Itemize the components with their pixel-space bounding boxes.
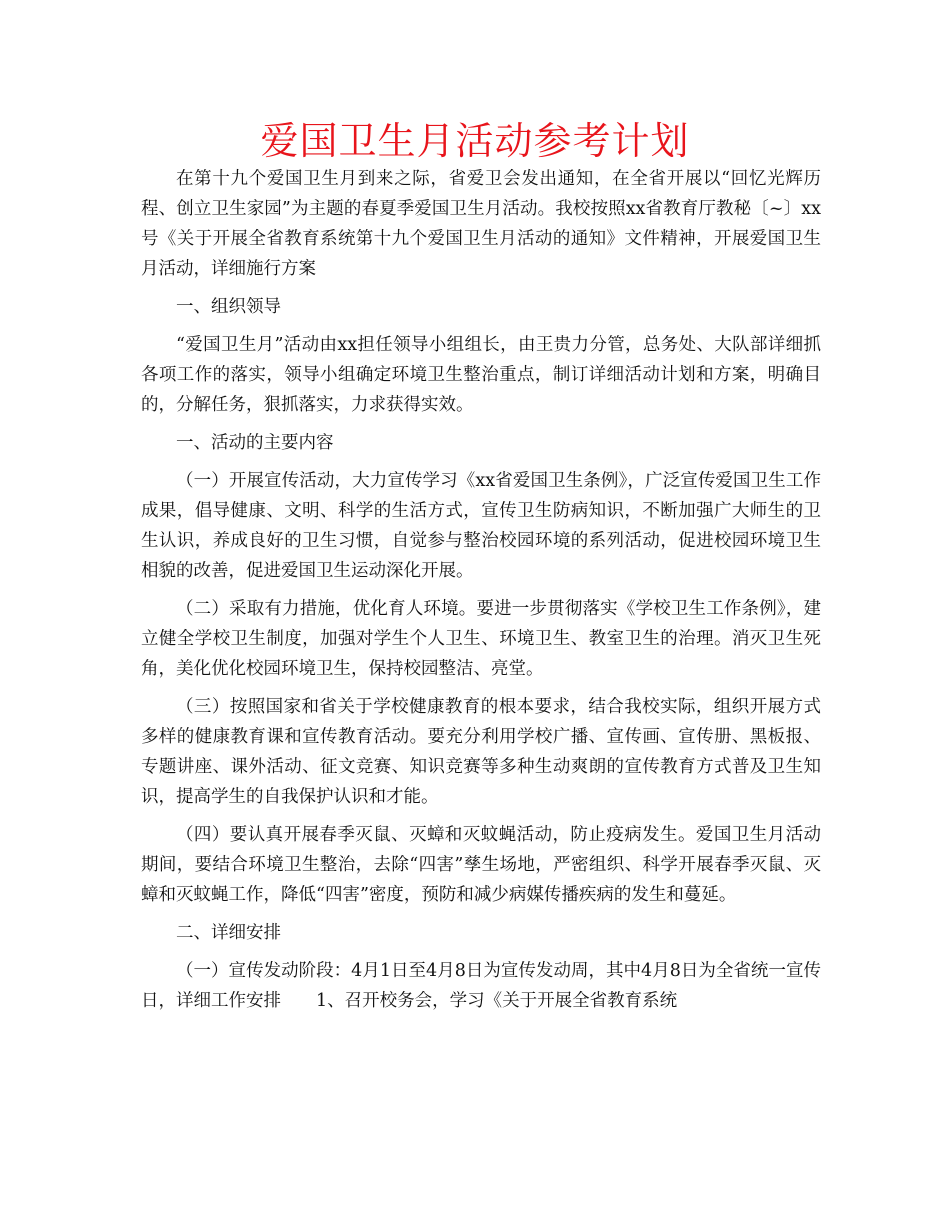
section-heading-main-content: 一、活动的主要内容 xyxy=(176,433,334,453)
paragraph-content-1: （一）开展宣传活动，大力宣传学习《xx省爱国卫生条例》，广泛宣传爱国卫生工作成果，倡导健康、文明、科学的生活方式，宣传卫生防病知识，不断加强广大师生的卫生认识，养成良好的卫生习惯，自觉参与整治校园环境的系列活动，促进校园环境卫生相貌的改善，促进爱国卫生运动深化开展。 xyxy=(141,471,821,581)
paragraph-intro: 在第十九个爱国卫生月到来之际，省爱卫会发出通知，在全省开展以“回忆光辉历程、创立卫生家园”为主题的春夏季爱国卫生月活动。我校按照xx省教育厅教秘〔~〕xx号《关于开展全省教育系统第十九个爱国卫生月活动的通知》文件精神，开展爱国卫生月活动，详细施行方案 xyxy=(141,169,821,279)
document-title: 爱国卫生月活动参考计划 xyxy=(260,119,690,163)
paragraph-content-2: （二）采取有力措施，优化育人环境。要进一步贯彻落实《学校卫生工作条例》，建立健全学校卫生制度，加强对学生个人卫生、环境卫生、教室卫生的治理。消灭卫生死角，美化优化校园环境卫生，保持校园整洁、亮堂。 xyxy=(141,599,821,679)
paragraph-organization: “爱国卫生月”活动由xx担任领导小组组长，由王贵力分管，总务处、大队部详细抓各项工作的落实，领导小组确定环境卫生整治重点，制订详细活动计划和方案，明确目的，分解任务，狠抓落实，力求获得实效。 xyxy=(141,335,821,415)
document-body xyxy=(141,164,821,1016)
paragraph-content-4: （四）要认真开展春季灭鼠、灭蟑和灭蚊蝇活动，防止疫病发生。爱国卫生月活动期间，要结合环境卫生整治，去除“四害”孳生场地，严密组织、科学开展春季灭鼠、灭蟑和灭蚊蝇工作，降低“四害”密度，预防和减少病媒传播疾病的发生和蔓延。 xyxy=(141,825,821,905)
paragraph-content-3: （三）按照国家和省关于学校健康教育的根本要求，结合我校实际，组织开展方式多样的健康教育课和宣传教育活动。要充分利用学校广播、宣传画、宣传册、黑板报、专题讲座、课外活动、征文竞赛、知识竞赛等多种生动爽朗的宣传教育方式普及卫生知识，提高学生的自我保护认识和才能。 xyxy=(141,697,821,807)
paragraph-arrangement-1: （一）宣传发动阶段：4月1日至4月8日为宣传发动周，其中4月8日为全省统一宣传日，详细工作安排 1、召开校务会，学习《关于开展全省教育系统 xyxy=(141,961,821,1011)
section-heading-organization: 一、组织领导 xyxy=(176,297,281,317)
section-heading-arrangement: 二、详细安排 xyxy=(176,923,281,943)
